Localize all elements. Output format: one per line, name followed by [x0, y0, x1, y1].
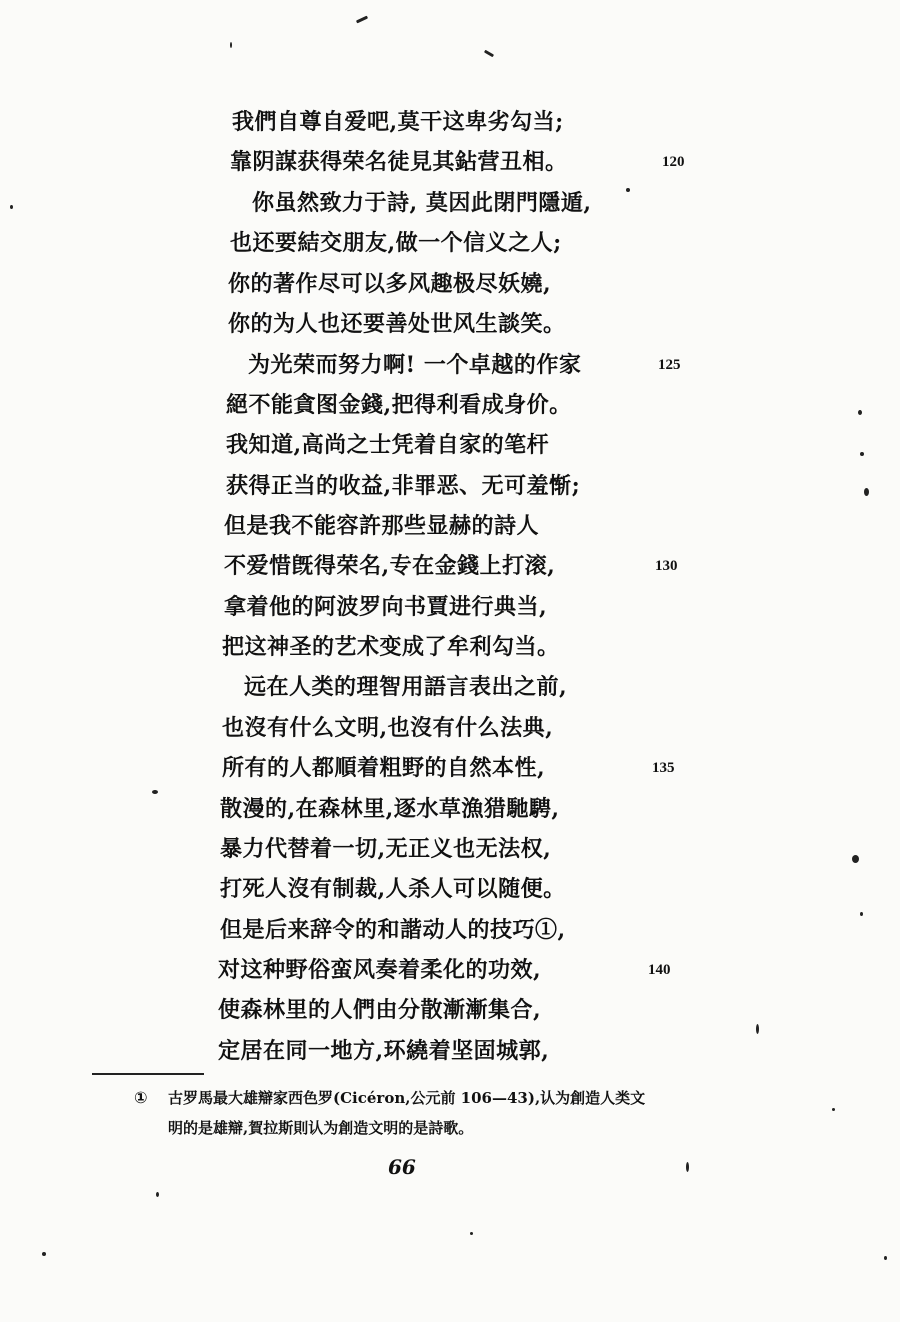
poem-line: 你的著作尽可以多风趣极尽妖嬈,: [228, 271, 552, 297]
scan-mark: [756, 1024, 759, 1034]
scan-mark: [230, 42, 232, 48]
poem-line: 为光荣而努力啊! 一个卓越的作家: [248, 352, 582, 378]
scan-mark: [860, 452, 864, 456]
poem-line: 你虽然致力于詩, 莫因此閉門隱遁,: [252, 190, 592, 216]
poem-line: 靠阴謀获得荣名徒見其鉆营丑相。: [230, 149, 568, 175]
poem-line: 絕不能貪图金錢,把得利看成身价。: [226, 392, 572, 418]
poem-line: 暴力代替着一切,无正义也无法权,: [220, 836, 552, 862]
poem-line: 但是我不能容許那些显赫的詩人: [224, 513, 540, 539]
scan-mark: [884, 1256, 887, 1260]
page-number: 66: [388, 1155, 416, 1179]
scan-mark: [832, 1108, 835, 1111]
scan-mark: [852, 855, 859, 863]
poem-line: 对这种野俗蛮风奏着柔化的功效,: [218, 957, 542, 983]
line-number: 125: [658, 357, 681, 373]
scan-mark: [356, 16, 368, 24]
footnote-marker: ①: [134, 1088, 148, 1107]
poem-line: 但是后来辞令的和諧动人的技巧①,: [220, 917, 566, 943]
scan-mark: [156, 1192, 159, 1197]
poem-line: 我知道,高尚之士凭着自家的笔杆: [226, 432, 550, 458]
footnote-line: 古罗馬最大雄辯家西色罗(Cicéron,公元前 106—43),认为創造人类文: [168, 1089, 646, 1107]
poem-line: 所有的人都順着粗野的自然本性,: [222, 755, 546, 781]
line-number: 130: [655, 558, 678, 574]
line-number: 120: [662, 154, 685, 170]
poem-line: 打死人沒有制裁,人杀人可以随便。: [220, 876, 566, 902]
line-number: 140: [648, 962, 671, 978]
footnote-line: 明的是雄辯,賀拉斯則认为創造文明的是詩歌。: [168, 1119, 474, 1137]
poem-line: 获得正当的收益,非罪恶、无可羞惭;: [226, 473, 581, 499]
poem-line: 也沒有什么文明,也沒有什么法典,: [222, 715, 554, 741]
scan-mark: [686, 1162, 689, 1172]
poem-line: 不爱惜旣得荣名,专在金錢上打滚,: [224, 553, 556, 579]
footnote-divider: [92, 1073, 204, 1075]
scan-mark: [152, 790, 158, 794]
scan-mark: [10, 205, 13, 209]
poem-line: 你的为人也还要善处世风生談笑。: [228, 311, 566, 337]
poem-line: 定居在同一地方,环繞着坚固城郭,: [218, 1038, 550, 1064]
poem-line: 也还要結交朋友,做一个信义之人;: [230, 230, 562, 256]
scan-mark: [626, 188, 630, 192]
poem-line: 我們自尊自爱吧,莫干这卑劣勾当;: [232, 109, 564, 135]
scan-mark: [860, 912, 863, 916]
scan-mark: [470, 1232, 473, 1235]
line-number: 135: [652, 760, 675, 776]
poem-line: 散漫的,在森林里,逐水草漁猎馳騁,: [220, 796, 560, 822]
scan-mark: [42, 1252, 46, 1256]
poem-line: 拿着他的阿波罗向书賈进行典当,: [224, 594, 548, 620]
scan-mark: [484, 50, 494, 58]
poem-line: 把这神圣的艺术变成了牟利勾当。: [222, 634, 560, 660]
poem-line: 远在人类的理智用語言表出之前,: [244, 674, 568, 700]
scan-mark: [864, 488, 869, 496]
poem-line: 使森林里的人們由分散漸漸集合,: [218, 997, 542, 1023]
scan-mark: [858, 410, 862, 415]
